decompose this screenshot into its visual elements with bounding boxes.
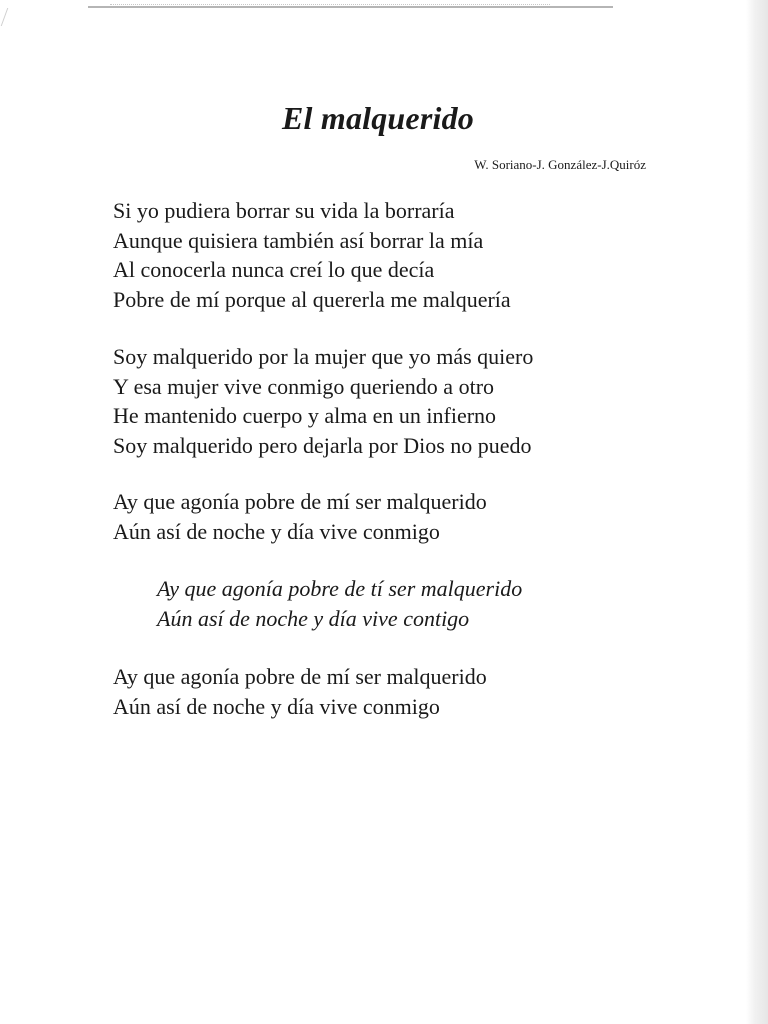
chorus-italic-response xyxy=(157,574,522,633)
lyric-line: He mantenido cuerpo y alma en un infierno xyxy=(113,403,497,428)
lyric-line: Ay que agonía pobre de mí ser malquerido xyxy=(113,489,487,514)
lyric-line: Si yo pudiera borrar su vida la borraría xyxy=(113,198,455,223)
scan-corner-mark xyxy=(1,8,21,26)
scan-top-edge xyxy=(88,6,613,8)
lyric-line: Aunque quisiera también así borrar la mía xyxy=(113,227,484,253)
lyric-line: Aún así de noche y día vive conmigo xyxy=(113,693,440,719)
chorus-repeat xyxy=(113,662,487,721)
song-authors: W. Soriano-J. González-J.Quiróz xyxy=(474,157,646,172)
stanza-1 xyxy=(113,196,511,314)
lyric-line: Ay que agonía pobre de mí ser malquerido xyxy=(113,664,487,689)
lyric-line: Al conocerla nunca creí lo que decía xyxy=(113,257,435,282)
scan-right-edge xyxy=(746,0,768,1024)
lyric-line: Ay que agonía pobre de tí ser malquerido xyxy=(157,576,523,601)
lyric-line: Aún así de noche y día vive contigo xyxy=(157,605,470,631)
scan-top-marks xyxy=(110,0,550,5)
lyric-line: Pobre de mí porque al quererla me malquería xyxy=(113,286,511,312)
chorus xyxy=(113,487,487,546)
lyric-line: Aún así de noche y día vive conmigo xyxy=(113,518,440,544)
song-title: El malquerido xyxy=(282,100,474,136)
stanza-2 xyxy=(113,342,533,460)
lyric-line: Soy malquerido por la mujer que yo más quiero xyxy=(113,344,534,369)
lyric-line: Soy malquerido pero dejarla por Dios no puedo xyxy=(113,432,532,458)
lyric-line: Y esa mujer vive conmigo queriendo a otro xyxy=(113,373,495,399)
